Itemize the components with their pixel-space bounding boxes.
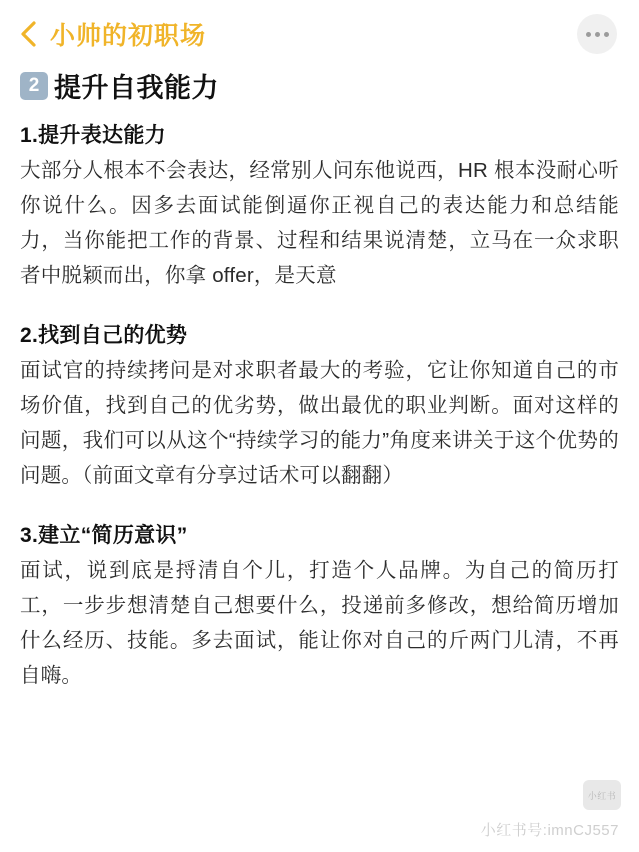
page-header [0,0,639,58]
subsection-heading-3: 3.建立“简历意识” [20,524,188,547]
more-dot-1 [586,32,591,37]
subsection-heading-2: 2.找到自己的优势 [20,324,188,347]
section-title [20,66,619,105]
chevron-left-icon[interactable] [18,19,40,49]
subsection-heading-1: 1.提升表达能力 [20,124,166,147]
article-content [0,58,639,693]
page-title: 小帅的初职场 [50,22,207,50]
watermark-text: 小红书号:imnCJ557 [480,822,619,839]
more-dot-2 [595,32,600,37]
subsection-body-2: 面试官的持续拷问是对求职者最大的考验，它让你知道自己的市场价值，找到自己的优劣势，做出最优的职业判断。面对这样的问题，我们可以从这个“持续学习的能力”角度来讲关于这个优势的问题。（前面文章有分享过话术可以翻翻） [20,359,619,487]
watermark-badge: 小红书 [583,780,621,810]
subsection-body-3: 面试，说到底是捋清自个儿，打造个人品牌。为自己的简历打工，一步步想清楚自己想要什么，投递前多修改，想给简历增加什么经历、技能。多去面试，能让你对自己的斤两门儿清，不再自嗨。 [20,559,619,687]
section-title-text: 提升自我能力 [54,73,219,103]
more-options-icon[interactable] [577,14,617,54]
section-number-badge: 2 [20,72,48,100]
more-dot-3 [604,32,609,37]
subsection-body-1: 大部分人根本不会表达，经常别人问东他说西，HR 根本没耐心听你说什么。因多去面试能倒逼你正视自己的表达能力和总结能力，当你能把工作的背景、过程和结果说清楚，立马在一众求职者中脱颖而出，你拿 offer，是天意 [20,159,619,287]
